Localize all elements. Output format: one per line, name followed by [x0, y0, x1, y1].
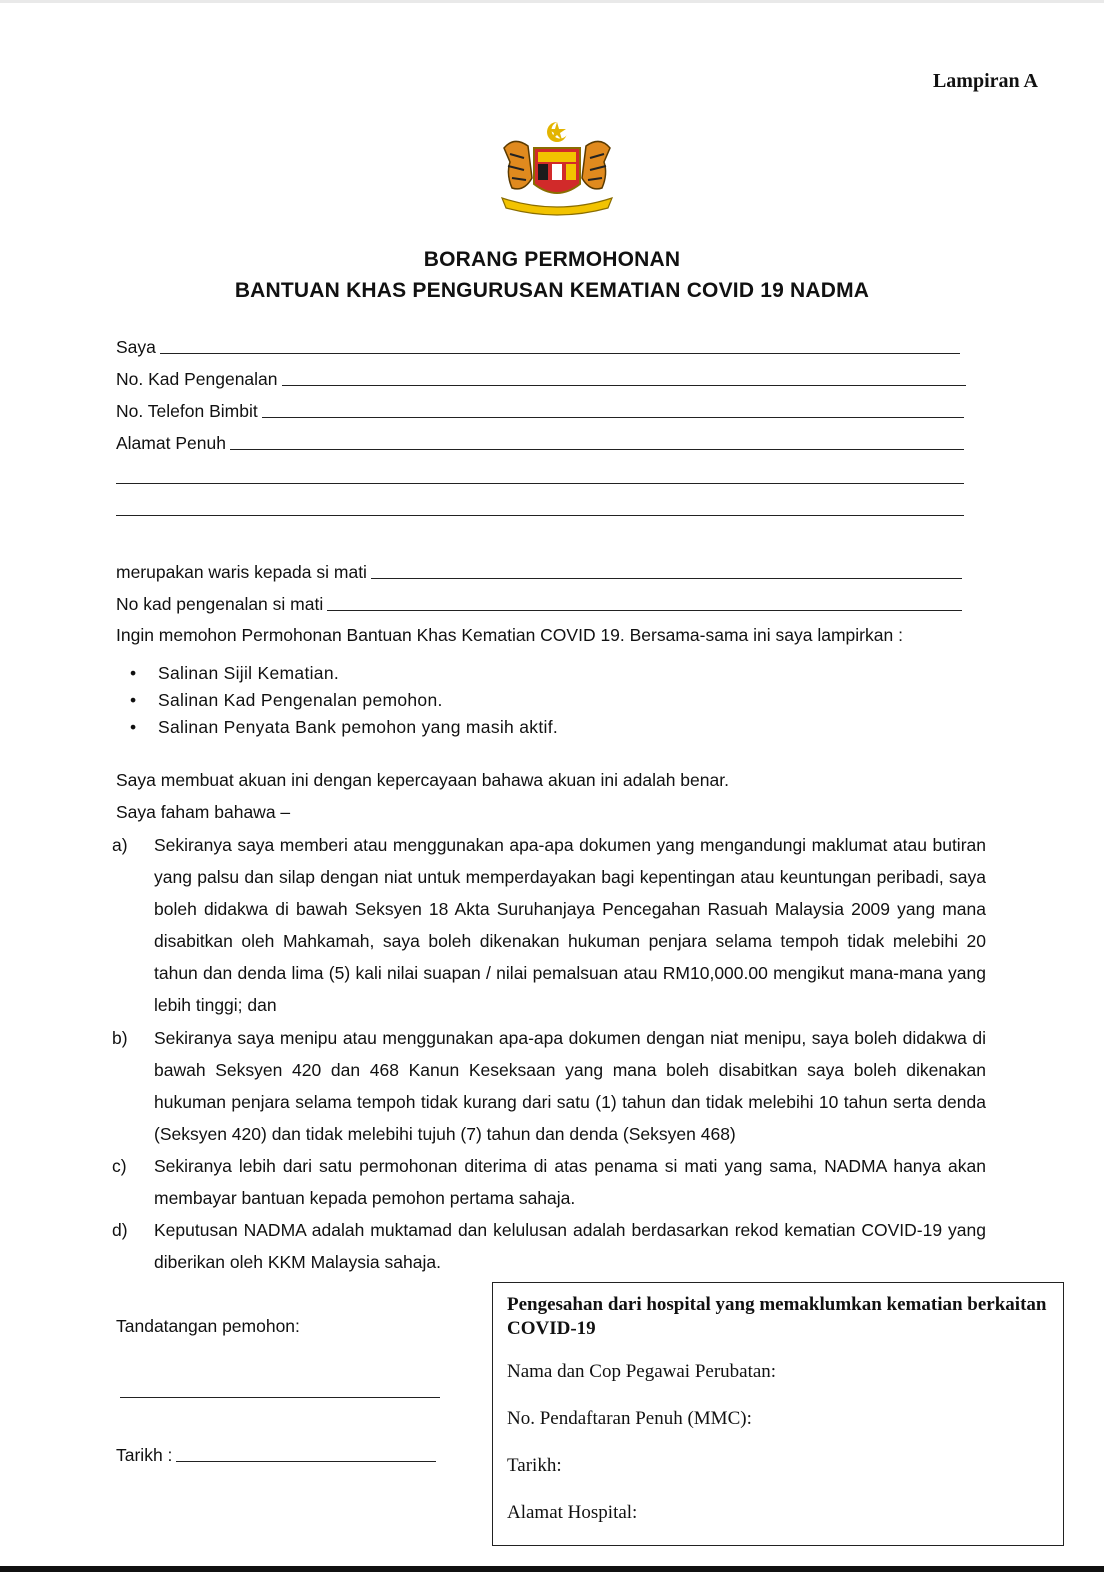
clause-marker: a): [112, 835, 128, 855]
hospital-box-heading: Pengesahan dari hospital yang memaklumkan kematian berkaitan COVID-19: [507, 1294, 1047, 1339]
date-label: Tarikh :: [116, 1445, 173, 1465]
list-item: • Salinan Kad Pengenalan pemohon.: [130, 687, 558, 714]
bullet-icon: •: [130, 717, 137, 737]
form-subtitle: BANTUAN KHAS PENGURUSAN KEMATIAN COVID 19 NADMA: [234, 279, 870, 302]
top-edge: [0, 0, 1104, 3]
clause-text: Keputusan NADMA adalah muktamad dan kelulusan adalah berdasarkan rekod kematian COVID-19 yang diberikan oleh KKM Malaysia sahaja.: [154, 1220, 986, 1272]
clause-a: [112, 829, 986, 1021]
address-label: Alamat Penuh: [116, 433, 226, 453]
heir-field[interactable]: [116, 559, 962, 583]
heir-label: merupakan waris kepada si mati: [116, 562, 367, 582]
clause-text: Sekiranya saya memberi atau menggunakan apa-apa dokumen yang mengandungi maklumat atau butiran yang palsu dan silap dengan niat untuk memperdayakan bagi kepentingan atau keuntungan peribadi, saya boleh didakwa di bawah Seksyen 18 Akta Suruhanjaya Pencegahan Rasuah Malaysia 2009 yang mana disabitkan oleh Mahkamah, saya boleh dikenakan hukuman penjara selama tempoh tidak melebihi 20 tahun dan denda lima (5) kali nilai suapan / nilai pemalsuan atau RM10,000.00 mengikut mana-mana yang lebih tinggi; dan: [154, 835, 986, 1015]
declaration-line-2: Saya faham bahawa –: [116, 802, 291, 822]
hospital-confirmation-box: [492, 1282, 1064, 1546]
ic-label: No. Kad Pengenalan: [116, 369, 278, 389]
bullet-icon: •: [130, 690, 137, 710]
clause-text: Sekiranya saya menipu atau menggunakan apa-apa dokumen dengan niat menipu, saya boleh didakwa di bawah Seksyen 420 dan 468 Kanun Keseksaan yang mana boleh disabitkan saya boleh dikenakan hukuman penjara selama tempoh tidak kurang dari satu (1) tahun dan tidak melebihi 10 tahun serta denda (Seksyen 420) dan tidak melebihi tujuh (7) tahun dan denda (Seksyen 468): [154, 1028, 986, 1144]
attachment-label: Lampiran A: [932, 70, 1038, 92]
list-item: • Salinan Sijil Kematian.: [130, 660, 558, 687]
form-title: BORANG PERMOHONAN: [423, 248, 681, 271]
phone-line: [262, 417, 964, 418]
attachment-list: [130, 660, 558, 741]
hospital-date: Tarikh:: [507, 1455, 562, 1476]
hospital-address: Alamat Hospital:: [507, 1502, 638, 1523]
ic-line: [282, 385, 966, 386]
phone-label: No. Telefon Bimbit: [116, 401, 258, 421]
deceased-ic-line: [327, 610, 962, 611]
signature-label: Tandatangan pemohon:: [116, 1316, 300, 1336]
name-field[interactable]: [116, 334, 960, 358]
declaration-line-1: Saya membuat akuan ini dengan kepercayaan bahawa akuan ini adalah benar.: [116, 770, 729, 790]
address-field[interactable]: [116, 430, 964, 454]
request-text: Ingin memohon Permohonan Bantuan Khas Kematian COVID 19. Bersama-sama ini saya lampirkan :: [116, 625, 903, 645]
address-line: [230, 449, 964, 450]
clause-d: [112, 1214, 986, 1278]
deceased-ic-label: No kad pengenalan si mati: [116, 594, 324, 614]
mmc-registration: No. Pendaftaran Penuh (MMC):: [507, 1408, 752, 1429]
name-line: [160, 353, 960, 354]
clause-text: Sekiranya lebih dari satu permohonan diterima di atas penama si mati yang sama, NADMA hanya akan membayar bantuan kepada pemohon pertama sahaja.: [154, 1156, 986, 1208]
bullet-icon: •: [130, 663, 137, 683]
clause-marker: b): [112, 1028, 128, 1048]
address-line-2[interactable]: [116, 483, 964, 484]
signature-line[interactable]: [120, 1397, 440, 1398]
malaysia-coat-of-arms-icon: [494, 118, 620, 218]
deceased-ic-field[interactable]: [116, 591, 962, 615]
name-label: Saya: [116, 337, 156, 357]
clause-marker: c): [112, 1156, 127, 1176]
clause-marker: d): [112, 1220, 128, 1240]
date-line: [176, 1461, 436, 1462]
clause-b: [112, 1022, 986, 1150]
heir-line: [371, 578, 962, 579]
address-line-3[interactable]: [116, 515, 964, 516]
officer-name-stamp: Nama dan Cop Pegawai Perubatan:: [507, 1361, 777, 1382]
ic-field[interactable]: [116, 366, 966, 390]
phone-field[interactable]: [116, 398, 964, 422]
date-field[interactable]: [116, 1442, 436, 1466]
clause-c: [112, 1150, 986, 1214]
bottom-edge: [0, 1566, 1104, 1572]
list-item: • Salinan Penyata Bank pemohon yang masih aktif.: [130, 714, 558, 741]
